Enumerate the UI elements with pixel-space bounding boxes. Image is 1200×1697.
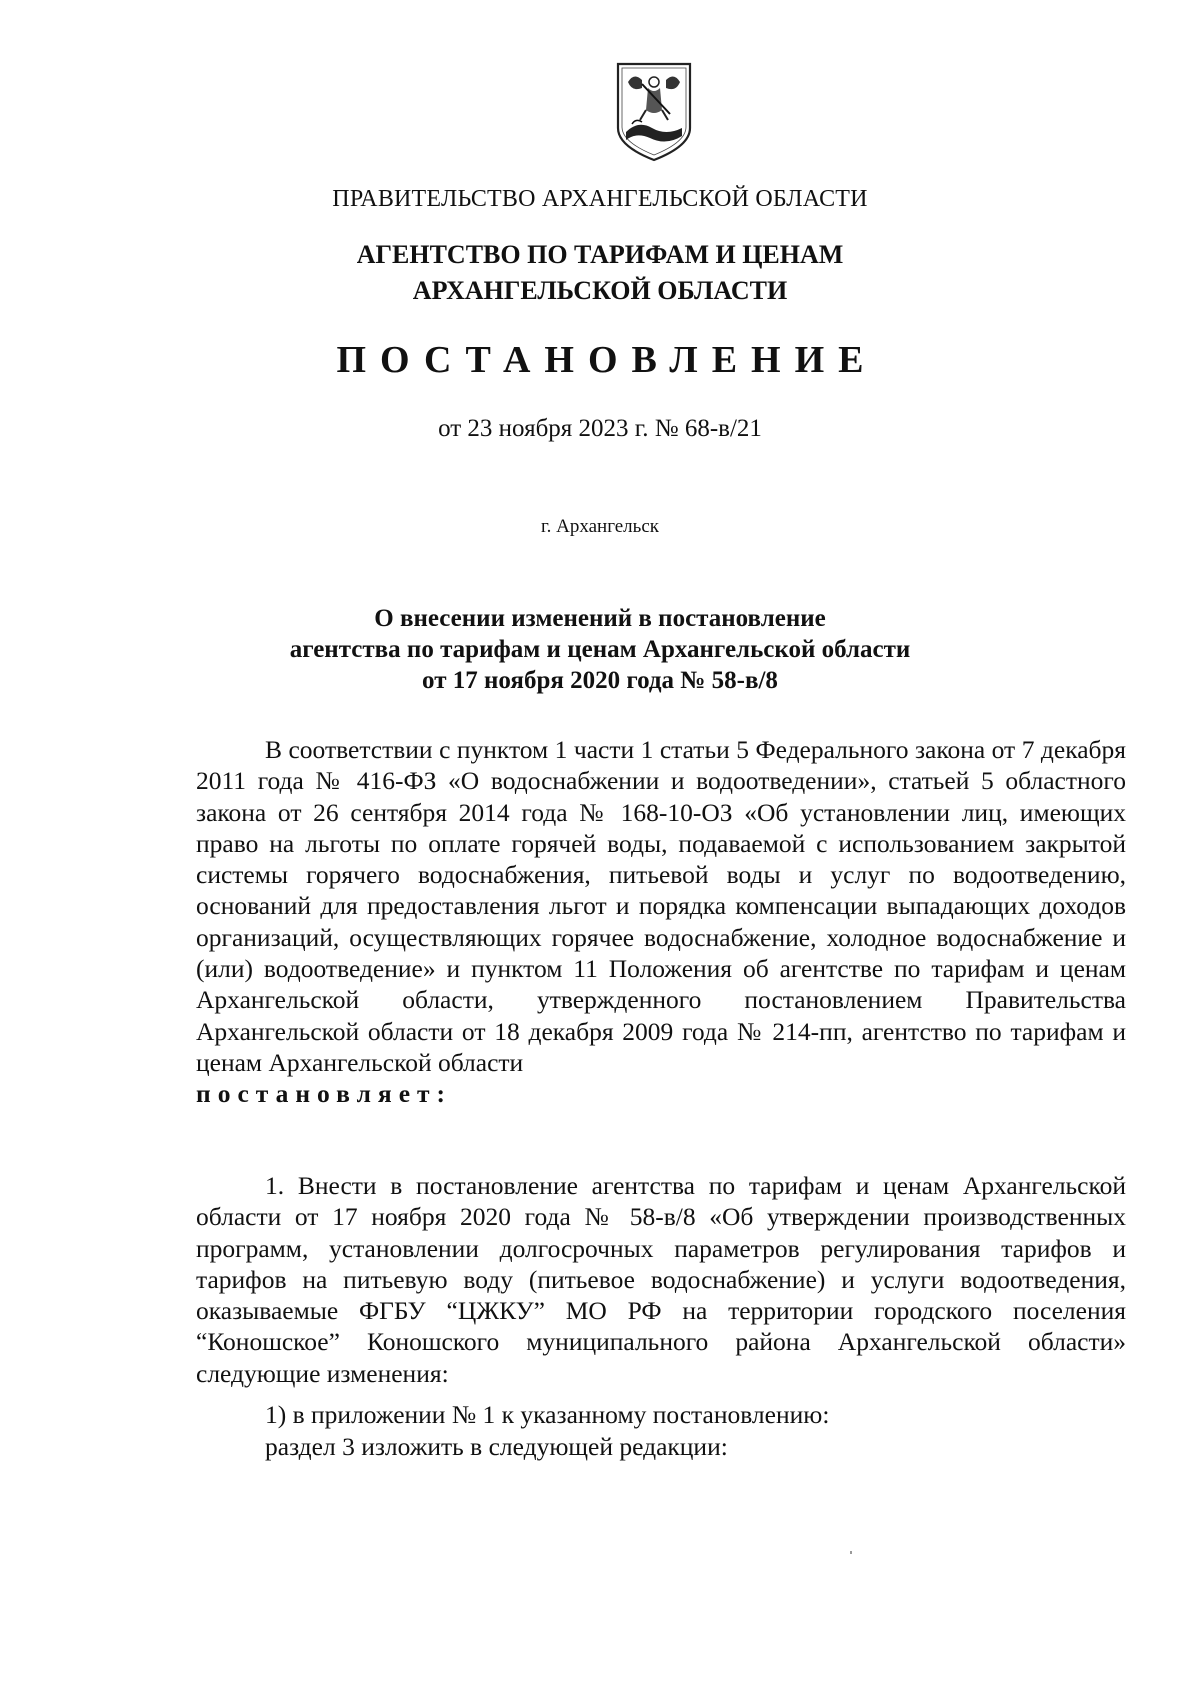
subpoint-1: 1) в приложении № 1 к указанному постановлению: <box>265 1400 830 1429</box>
resolves-word: постановляет: <box>196 1079 453 1109</box>
preamble-paragraph <box>196 734 1126 1110</box>
government-name: ПРАВИТЕЛЬСТВО АРХАНГЕЛЬСКОЙ ОБЛАСТИ <box>332 186 868 212</box>
agency-name-line1: АГЕНТСТВО ПО ТАРИФАМ И ЦЕНАМ <box>356 240 844 269</box>
document-date-number: от 23 ноября 2023 г. № 68-в/21 <box>438 415 762 442</box>
document-city: г. Архангельск <box>540 516 659 537</box>
subject-line2: агентства по тарифам и ценам Архангельской области <box>289 636 911 663</box>
point-1-paragraph: 1. Внести в постановление агентства по тарифам и ценам Архангельской области от 17 ноября 2020 года № 58-в/8 «Об утверждении производственных программ, установлении долгосрочных параметров регулирования тарифов и тарифов на питьевую воду (питьевое водоснабжение) и услуги водоотведения, оказываемые ФГБУ “ЦЖКУ” МО РФ на территории городского поселения “Коношское” Коношского муниципального района Архангельской области» следующие изменения: <box>196 1171 1126 1388</box>
agency-name-line2: АРХАНГЕЛЬСКОЙ ОБЛАСТИ <box>412 276 788 305</box>
coat-of-arms-emblem <box>612 58 696 162</box>
subject-line3: от 17 ноября 2020 года № 58-в/8 <box>422 667 778 694</box>
instruction-line: раздел 3 изложить в следующей редакции: <box>265 1432 728 1461</box>
preamble-text: В соответствии с пунктом 1 части 1 статьи 5 Федерального закона от 7 декабря 2011 года № 416-ФЗ «О водоснабжении и водоотведении», статьей 5 областного закона от 26 сентября 2014 года № 168-10-ОЗ «Об установлении лиц, имеющих право на льготы по оплате горячей воды, подаваемой с использованием закрытой системы горячего водоснабжения, питьевой воды и услуг по водоотведению, оснований для предоставления льгот и порядка компенсации выпадающих доходов организаций, осуществляющих горячее водоснабжение, холодное водоснабжение и (или) водоотведение» и пунктом 11 Положения об агентстве по тарифам и ценам Архангельской области, утвержденного постановлением Правительства Архангельской области от 18 декабря 2009 года № 214-пп, агентство по тарифам и ценам Архангельской области <box>196 735 1126 1077</box>
subject-line1: О внесении изменений в постановление <box>374 605 826 632</box>
agency-name <box>0 237 1200 309</box>
document-subject <box>0 603 1200 696</box>
document-type: ПОСТАНОВЛЕНИЕ <box>336 339 878 381</box>
scan-speck <box>850 1551 852 1554</box>
